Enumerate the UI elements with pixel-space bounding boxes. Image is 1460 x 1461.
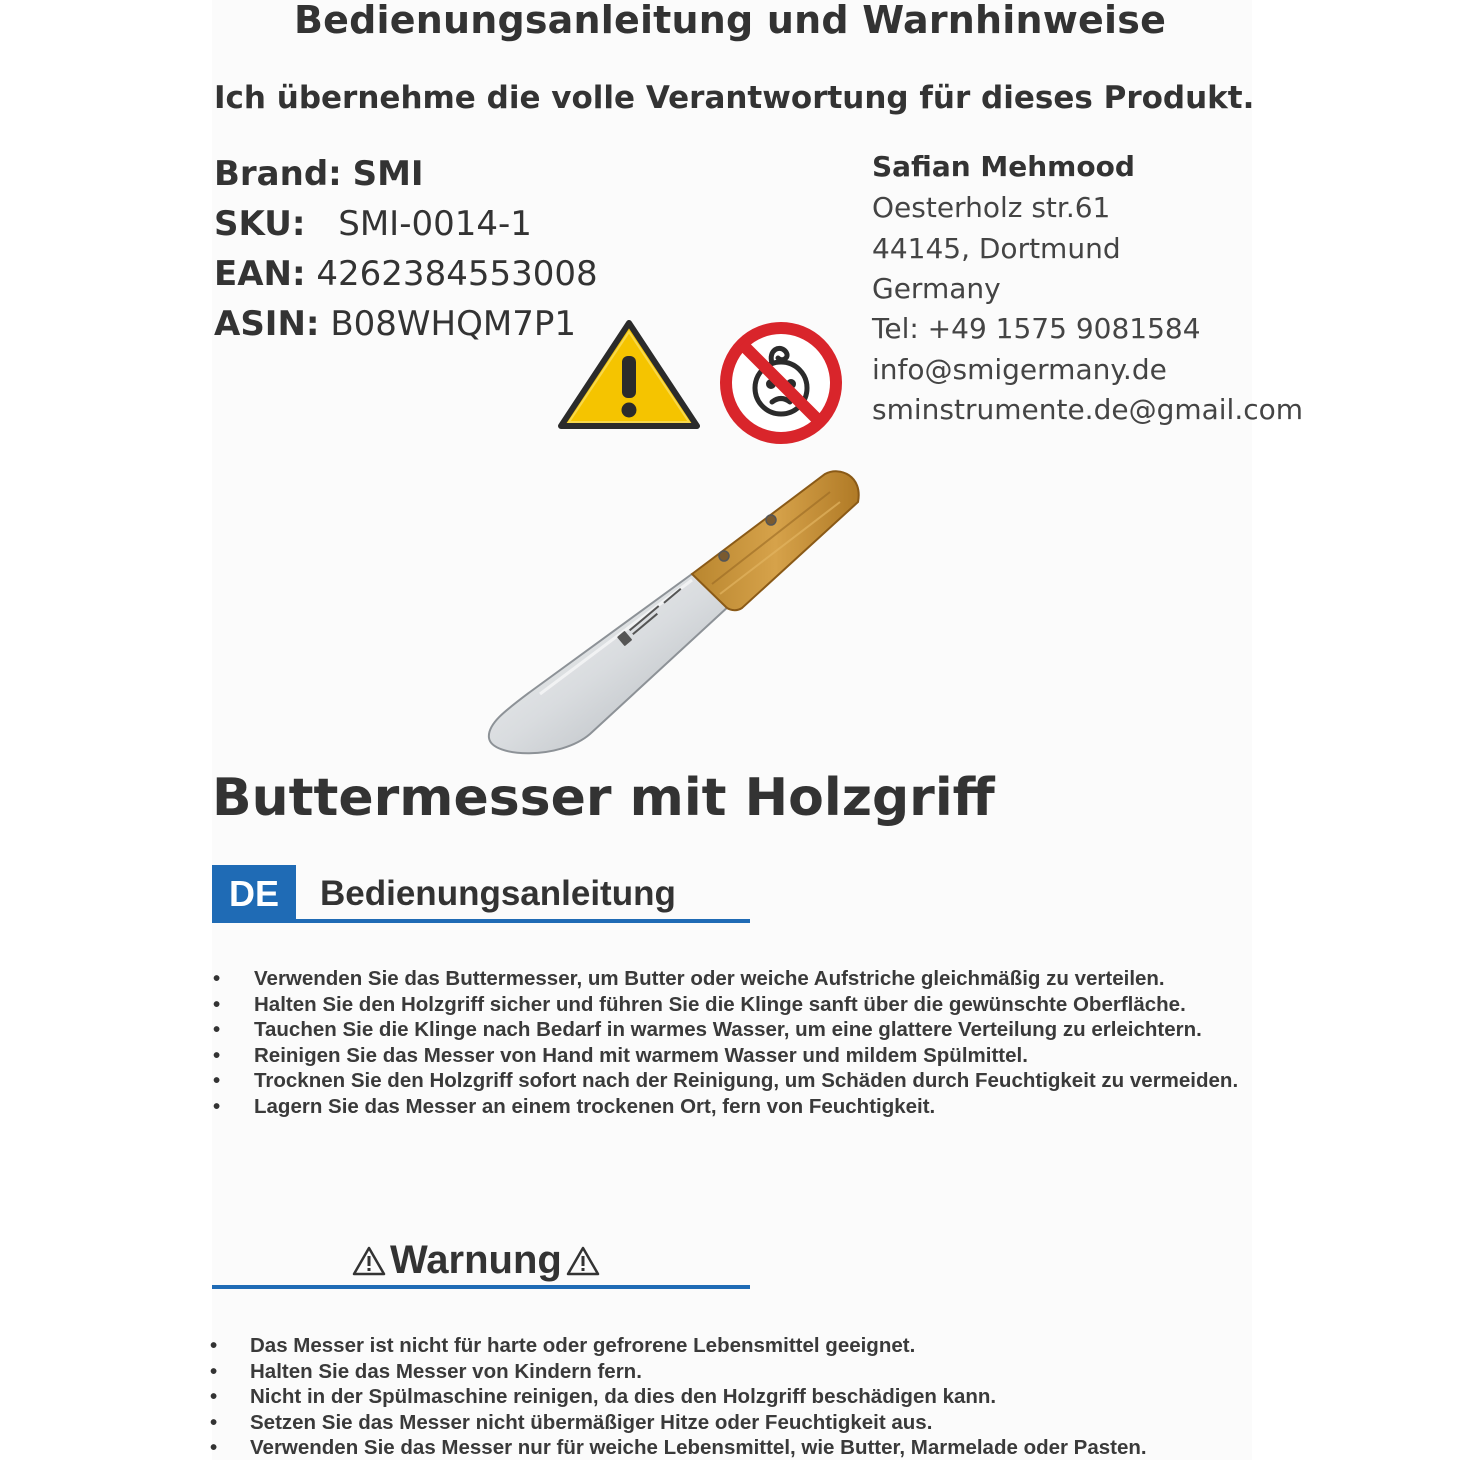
warning-underline	[212, 1285, 750, 1289]
asin-line	[214, 304, 576, 344]
ean-value: 4262384553008	[316, 254, 598, 294]
brand-label: Brand:	[214, 154, 342, 194]
list-item: • Setzen Sie das Messer nicht übermäßiger Hitze oder Feuchtigkeit aus.	[250, 1410, 1250, 1436]
warning-list	[250, 1333, 1250, 1461]
ean-label: EAN:	[214, 254, 306, 294]
product-title: Buttermesser mit Holzgriff	[212, 768, 995, 828]
list-item: • Verwenden Sie das Buttermesser, um Butter oder weiche Aufstriche gleichmäßig zu verteilen.	[254, 966, 1246, 992]
asin-label: ASIN:	[214, 304, 320, 344]
no-children-icon	[718, 320, 844, 446]
butter-knife-image	[480, 462, 875, 762]
warning-triangle-icon	[556, 318, 702, 432]
list-item: • Halten Sie das Messer von Kindern fern.	[250, 1359, 1250, 1385]
list-item: • Halten Sie den Holzgriff sicher und führen Sie die Klinge sanft über die gewünschte Oberfläche.	[254, 992, 1246, 1018]
page-title: Bedienungsanleitung und Warnhinweise	[293, 0, 1167, 42]
list-item: • Das Messer ist nicht für harte oder gefrorene Lebensmittel geeignet.	[250, 1333, 1250, 1359]
list-item: • Tauchen Sie die Klinge nach Bedarf in warmes Wasser, um eine glattere Verteilung zu erleichtern.	[254, 1017, 1246, 1043]
list-item: • Nicht in der Spülmaschine reinigen, da dies den Holzgriff beschädigen kann.	[250, 1384, 1250, 1410]
instructions-underline	[212, 919, 750, 923]
asin-value: B08WHQM7P1	[330, 304, 576, 344]
instructions-heading: Bedienungsanleitung	[320, 874, 676, 913]
page-subtitle: Ich übernehme die volle Verantwortung für dieses Produkt.	[214, 80, 1255, 116]
contact-city: 44145, Dortmund	[872, 232, 1121, 265]
list-item: • Reinigen Sie das Messer von Hand mit warmem Wasser und mildem Spülmittel.	[254, 1043, 1246, 1069]
brand-line	[214, 154, 424, 194]
sku-label: SKU:	[214, 204, 306, 244]
warning-small-icon	[566, 1245, 600, 1277]
warning-small-icon	[352, 1245, 386, 1277]
list-item: • Verwenden Sie das Messer nur für weiche Lebensmittel, wie Butter, Marmelade oder Pasten.	[250, 1435, 1250, 1461]
instructions-list	[254, 966, 1246, 1119]
contact-street: Oesterholz str.61	[872, 191, 1111, 224]
contact-email-secondary: sminstrumente.de@gmail.com	[872, 393, 1304, 426]
brand-value: SMI	[352, 154, 424, 194]
ean-line	[214, 254, 598, 294]
list-item: • Trocknen Sie den Holzgriff sofort nach der Reinigung, um Schäden durch Feuchtigkeit zu vermeiden.	[254, 1068, 1246, 1094]
warning-heading-row	[352, 1238, 600, 1283]
sku-line	[214, 204, 532, 244]
language-badge: DE	[212, 865, 296, 923]
contact-phone: Tel: +49 1575 9081584	[872, 312, 1201, 345]
contact-name: Safian Mehmood	[872, 150, 1135, 183]
contact-country: Germany	[872, 272, 1001, 305]
contact-email: info@smigermany.de	[872, 353, 1167, 386]
sku-value: SMI-0014-1	[338, 204, 532, 244]
warning-heading: Warnung	[390, 1238, 562, 1282]
list-item: • Lagern Sie das Messer an einem trockenen Ort, fern von Feuchtigkeit.	[254, 1094, 1246, 1120]
